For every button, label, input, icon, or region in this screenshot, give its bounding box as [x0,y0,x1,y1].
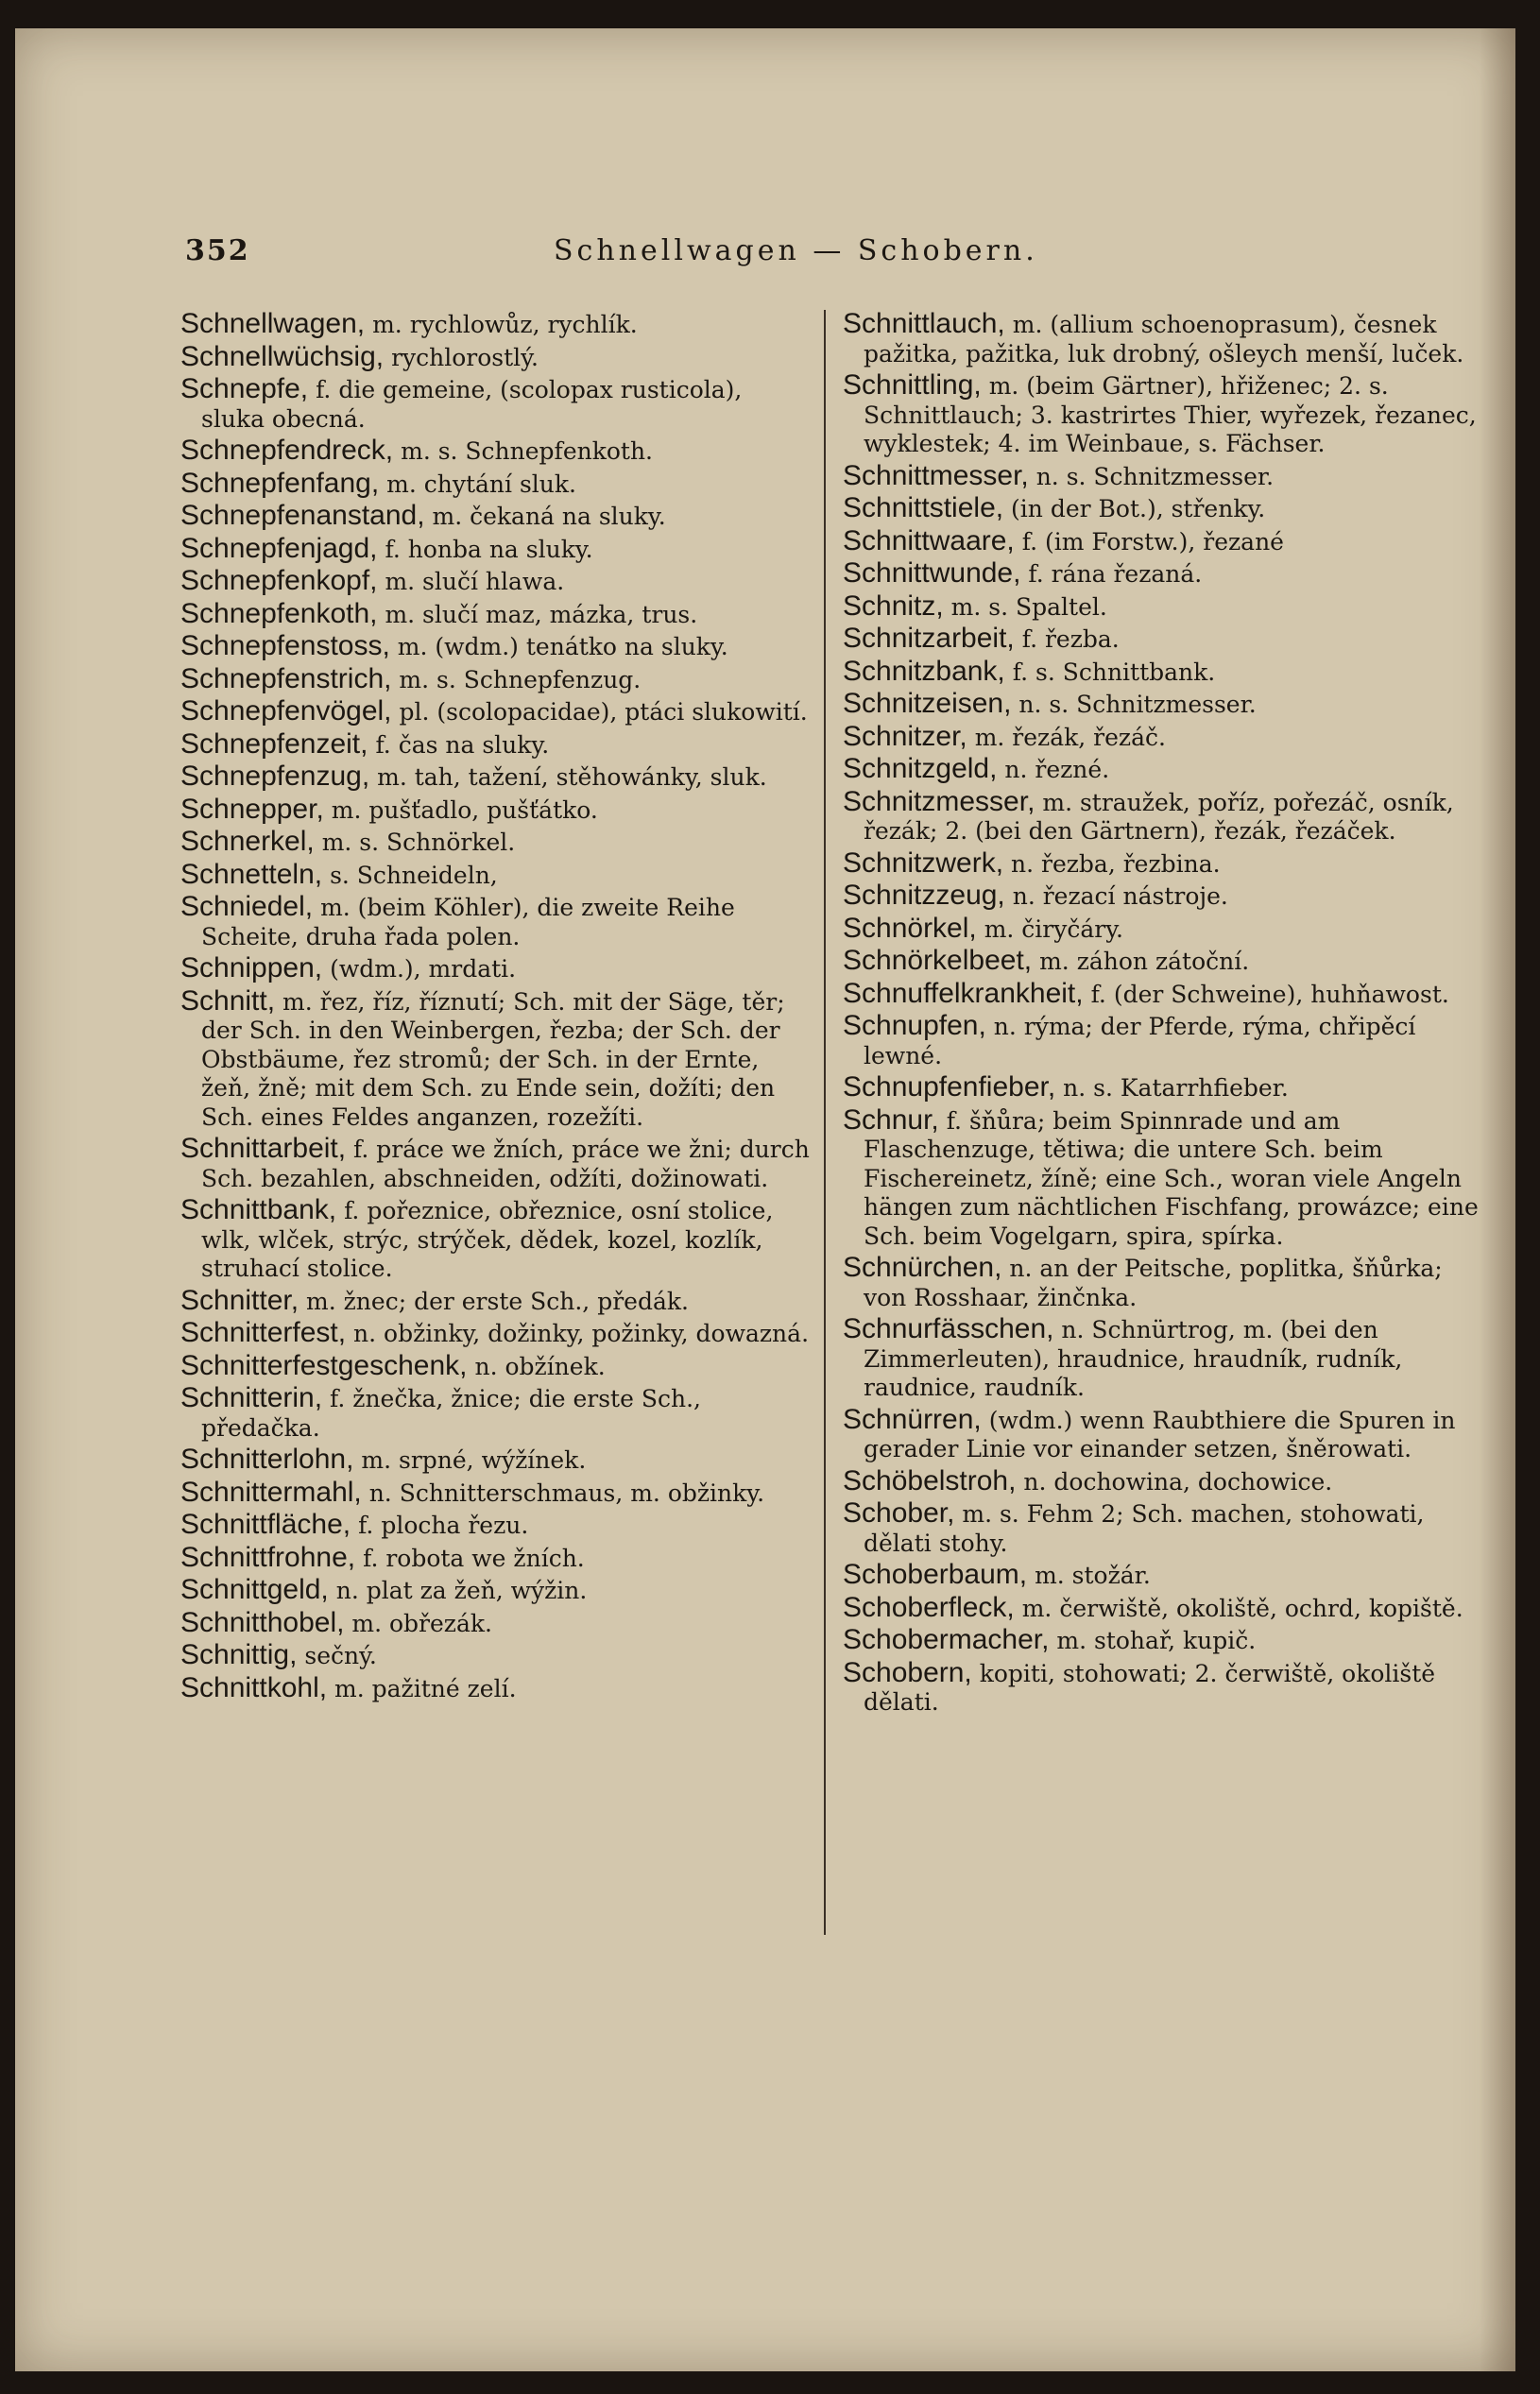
entry-definition: m. záhon zátoční. [1039,948,1250,975]
entry-headword: Schnur, [843,1103,939,1136]
dictionary-entry [180,984,812,1133]
dictionary-entry [180,828,812,858]
dictionary-entry [180,632,812,662]
entry-definition: f. honba na sluky. [385,535,593,563]
entry-headword: Schnürren, [843,1403,982,1435]
entry-headword: Schnitter, [180,1284,299,1316]
entry-headword: Schnetteln, [180,858,323,890]
entry-headword: Schnittgeld, [180,1574,329,1605]
entry-definition: f. (der Schweine), huhňawost. [1090,980,1449,1008]
dictionary-entry [180,567,812,597]
entry-headword: Schnitterfest, [180,1317,347,1348]
entry-headword: Schnürchen, [843,1252,1002,1283]
dictionary-entry [843,1626,1481,1656]
dictionary-entry [843,1403,1481,1464]
entry-headword: Schnupfenfieber, [843,1071,1056,1103]
dictionary-entry [843,1499,1481,1558]
entry-headword: Schnepfenkoth, [180,597,378,629]
entry-definition: (wdm.) wenn Raubthiere die Spuren in gerader Linie vor einander setzen, šněrowati. [864,1406,1456,1462]
entry-definition: n. plat za žeň, wýžin. [335,1577,588,1604]
entry-headword: Schobern, [843,1656,972,1688]
entry-headword: Schnepfenzug, [180,761,370,792]
entry-headword: Schoberbaum, [843,1559,1028,1590]
entry-headword: Schnittfläche, [180,1509,351,1540]
entry-definition: m. s. Schnepfenzug. [399,665,642,693]
entry-definition: f. řezba. [1021,625,1120,653]
entry-definition: n. obžínek. [474,1352,606,1380]
dictionary-entry [180,597,812,630]
entry-definition: m. straužek, poříz, pořezáč, osník, řezák; 2. (bei den Gärtnern), řezák, řezáček. [864,788,1454,845]
dictionary-entry [843,846,1481,880]
entry-definition: m. řezák, řezáč. [974,723,1166,751]
entry-definition: m. (wdm.) tenátko na sluky. [397,633,728,660]
dictionary-entry [843,524,1481,557]
dictionary-entry [180,467,812,500]
dictionary-entry [843,1315,1481,1403]
dictionary-entry [843,720,1481,753]
entry-definition: n. Schnitterschmaus, m. obžinky. [368,1479,765,1507]
entry-definition: f. práce we žních, práce we žni; durch Sch. bezahlen, abschneiden, odžíti, dožinowati. [201,1136,810,1192]
entry-definition: (wdm.), mrdati. [330,955,517,983]
dictionary-entry [180,532,812,565]
entry-definition: f. robota we žních. [363,1544,585,1572]
entry-headword: Schnepfenstrich, [180,662,392,694]
dictionary-entry [180,795,812,826]
dictionary-entry [843,755,1481,785]
dictionary-entry [843,1464,1481,1497]
entry-headword: Schnitterlohn, [180,1444,354,1475]
entry-definition: n. Schnürtrog, m. (bei den Zimmerleuten), hraudnice, hraudník, rudník, raudnice, raudník. [864,1316,1403,1401]
dictionary-entry [180,1196,812,1284]
entry-headword: Schnittfrohne, [180,1541,356,1573]
entry-headword: Schnepper, [180,793,324,825]
entry-headword: Schnepfenstoss, [180,630,390,661]
dictionary-entry [180,1445,812,1476]
dictionary-entry [180,1671,812,1704]
entry-headword: Schnitzmesser, [843,785,1035,817]
dictionary-entry [180,1511,812,1541]
entry-definition: m. slučí maz, mázka, trus. [385,600,698,628]
entry-definition: n. řezné. [1004,756,1110,783]
entry-definition: m. čekaná na sluky. [432,503,666,530]
left-column [180,310,812,1706]
entry-definition: m. stožár. [1035,1562,1151,1589]
entry-definition: f. rána řezaná. [1028,560,1203,588]
dictionary-entry [843,977,1481,1010]
entry-definition: f. s. Schnittbank. [1012,658,1216,686]
entry-definition: f. plocha řezu. [358,1512,529,1539]
entry-headword: Schnepfe, [180,373,309,404]
page-header [185,234,1092,272]
dictionary-entry [843,371,1481,459]
dictionary-entry [180,697,812,727]
dictionary-entry [180,727,812,761]
dictionary-entry [180,858,812,891]
dictionary-entry [843,494,1481,524]
entry-definition: m. řez, říz, říznutí; Sch. mit der Säge, těr; der Sch. in den Weinbergen, řezba; der Sch. der Obstbäume, řez stromů; der Sch. in der Ernte, žeň, žně; mit dem Sch. zu Ende sein, dožíti; den Sch. eines Feldes anganzen, rozežíti. [201,987,785,1131]
entry-definition: m. s. Schnörkel. [321,829,516,856]
entry-definition: m. čiryčáry. [984,915,1123,943]
entry-headword: Schnellwagen, [180,308,366,339]
dictionary-entry [180,954,812,984]
entry-definition: m. srpné, wýžínek. [361,1446,587,1474]
entry-headword: Schnepfenzeit, [180,727,368,760]
dictionary-entry [843,1103,1481,1252]
entry-definition: n. řezba, řezbina. [1011,849,1221,878]
entry-definition: (in der Bot.), střenky. [1011,495,1266,522]
dictionary-entry [843,1073,1481,1103]
dictionary-entry [843,690,1481,720]
dictionary-entry [843,1254,1481,1312]
entry-headword: Schöbelstroh, [843,1464,1017,1496]
entry-definition: f. die gemeine, (scolopax rusticola), sluka obecná. [201,376,743,433]
running-head: Schnellwagen — Schobern. [554,234,1038,267]
entry-definition: m. žnec; der erste Sch., předák. [306,1287,689,1315]
entry-definition: m. chytání sluk. [386,470,576,498]
entry-definition: n. dochowina, dochowice. [1023,1467,1333,1496]
page-number: 352 [185,234,250,267]
entry-headword: Schnepfenvögel, [180,695,392,727]
entry-headword: Schnuffelkrankheit, [843,977,1084,1009]
entry-definition: m. obřezák. [351,1609,492,1637]
entry-definition: m. čerwiště, okoliště, ochrd, kopiště. [1021,1594,1463,1622]
entry-headword: Schnittermahl, [180,1476,362,1508]
entry-definition: f. šňůra; beim Spinnrade und am Flaschenzuge, tětiwa; die untere Sch. beim Fischereinetz, žíně; eine Sch., woran viele Angeln hängen zum nächtlichen Fischfang, prowázce; eine Sch. beim Vogelgarn, spira, spírka. [864,1106,1479,1250]
entry-definition: m. stohař, kupič. [1056,1627,1257,1654]
entry-definition: n. s. Schnitzmesser. [1018,691,1257,718]
dictionary-entry [843,1012,1481,1070]
entry-definition: m. (beim Gärtner), hřiženec; 2. s. Schnittlauch; 3. kastrirtes Thier, wyřezek, řezanec, wyklestek; 4. im Weinbaue, s. Fächser. [864,372,1477,457]
entry-definition: m. tah, tažení, stěhowánky, sluk. [377,763,767,791]
dictionary-entry [843,1561,1481,1591]
dictionary-entry [843,310,1481,368]
entry-definition: n. an der Peitsche, poplitka, šňůrka; von Rosshaar, žinčnka. [864,1255,1443,1311]
dictionary-entry [180,1641,812,1671]
entry-headword: Schnittlauch, [843,308,1005,339]
dictionary-entry [180,1606,812,1639]
entry-definition: m. s. Fehm 2; Sch. machen, stohowati, dělati stohy. [864,1500,1425,1557]
dictionary-entry [843,912,1481,945]
dictionary-entry [843,559,1481,590]
dictionary-entry [180,340,812,373]
entry-headword: Schnitterfestgeschenk, [180,1349,468,1381]
entry-headword: Schniedel, [180,891,314,922]
entry-definition: f. pořeznice, obřeznice, osní stolice, wlk, wlček, strýc, strýček, dědek, kozel, kozlík, struhací stolice. [201,1197,774,1282]
dictionary-entry [180,310,812,340]
entry-headword: Schoberfleck, [843,1591,1015,1623]
dictionary-page [15,28,1515,2371]
entry-headword: Schnepfenanstand, [180,500,425,531]
dictionary-entry [180,1576,812,1606]
dictionary-entry [180,1284,812,1317]
dictionary-entry [180,1476,812,1509]
entry-headword: Schnitt, [180,984,276,1017]
dictionary-entry [843,592,1481,623]
entry-headword: Schnellwüchsig, [180,340,385,372]
dictionary-entry [180,1349,812,1382]
dictionary-entry [843,881,1481,912]
entry-headword: Schnepfenfang, [180,467,380,499]
dictionary-entry [180,1135,812,1193]
dictionary-entry [180,762,812,793]
entry-headword: Schnepfenjagd, [180,532,378,564]
entry-definition: m. s. Schnepfenkoth. [401,437,654,465]
entry-definition: f. žnečka, žnice; die erste Sch., předačka. [201,1385,701,1442]
entry-definition: s. Schneideln, [330,861,498,889]
entry-definition: n. řezací nástroje. [1012,882,1228,910]
dictionary-entry [180,436,812,467]
dictionary-entry [843,624,1481,655]
entry-headword: Schnupfen, [843,1010,986,1041]
dictionary-entry [180,502,812,532]
dictionary-entry [180,1541,812,1574]
entry-headword: Schnitthobel, [180,1606,345,1638]
right-column [843,310,1481,1720]
entry-definition: n. obžinky, dožinky, požinky, dowazná. [353,1320,810,1347]
page-edge-shadow [1480,28,1515,2371]
entry-headword: Schnörkelbeet, [843,945,1033,976]
entry-definition: sečný. [304,1642,377,1669]
dictionary-entry [180,662,812,695]
entry-headword: Schnörkel, [843,912,977,944]
entry-definition: n. s. Schnitzmesser. [1035,462,1275,490]
entry-headword: Schnitzzeug, [843,880,1005,911]
entry-definition: m. rychlowůz, rychlík. [372,311,638,338]
entry-definition: m. (allium schoenoprasum), česnek pažitka, pažitka, luk drobný, ošleych menší, luček. [864,311,1464,368]
entry-definition: f. čas na sluky. [375,730,550,759]
entry-definition: m. (beim Köhler), die zweite Reihe Scheite, druha řada polen. [201,894,735,950]
entry-headword: Schnittarbeit, [180,1133,347,1164]
entry-headword: Schnitzeisen, [843,688,1012,719]
entry-headword: Schnitzarbeit, [843,623,1015,654]
entry-definition: m. slučí hlawa. [385,568,565,595]
dictionary-entry [843,947,1481,977]
entry-headword: Schnurfässchen, [843,1313,1054,1344]
entry-headword: Schnittstiele, [843,492,1004,523]
dictionary-entry [843,785,1481,846]
entry-headword: Schnitzwerk, [843,846,1004,879]
entry-headword: Schnepfenkopf, [180,565,378,596]
dictionary-entry [180,375,812,434]
entry-headword: Schnerkel, [180,826,315,857]
entry-headword: Schnitzgeld, [843,753,998,784]
dictionary-entry [843,459,1481,492]
dictionary-entry [180,893,812,951]
dictionary-entry [180,1384,812,1443]
entry-definition: n. s. Katarrhfieber. [1063,1074,1289,1102]
entry-headword: Schnittmesser, [843,459,1029,491]
entry-definition: pl. (scolopacidae), ptáci slukowití. [399,698,808,726]
entry-headword: Schnittling, [843,369,982,401]
entry-definition: m. s. Spaltel. [950,592,1107,621]
entry-headword: Schnitterin, [180,1382,323,1413]
dictionary-entry [843,1656,1481,1718]
entry-definition: m. pažitné zelí. [334,1674,517,1702]
entry-headword: Schnittbank, [180,1194,337,1225]
entry-headword: Schnittig, [180,1639,298,1670]
entry-headword: Schnittkohl, [180,1671,328,1703]
entry-headword: Schnitz, [843,590,944,622]
dictionary-entry [180,1319,812,1349]
entry-headword: Schnittwunde, [843,557,1021,589]
entry-headword: Schnitzbank, [843,655,1005,687]
entry-headword: Schnitzer, [843,720,967,752]
entry-definition: rychlorostlý. [391,343,539,371]
entry-headword: Schober, [843,1497,955,1529]
entry-headword: Schobermacher, [843,1624,1050,1655]
entry-headword: Schnippen, [180,952,323,983]
entry-definition: m. pušťadlo, pušťátko. [331,795,598,824]
entry-definition: f. (im Forstw.), řezané [1021,527,1284,556]
entry-definition: kopiti, stohowati; 2. čerwiště, okoliště dělati. [864,1659,1436,1716]
entry-headword: Schnepfendreck, [180,435,394,466]
dictionary-entry [843,655,1481,688]
column-divider [824,310,826,1935]
entry-headword: Schnittwaare, [843,524,1015,556]
entry-definition: n. rýma; der Pferde, rýma, chřipěcí lewné. [864,1013,1416,1069]
dictionary-entry [843,1591,1481,1624]
